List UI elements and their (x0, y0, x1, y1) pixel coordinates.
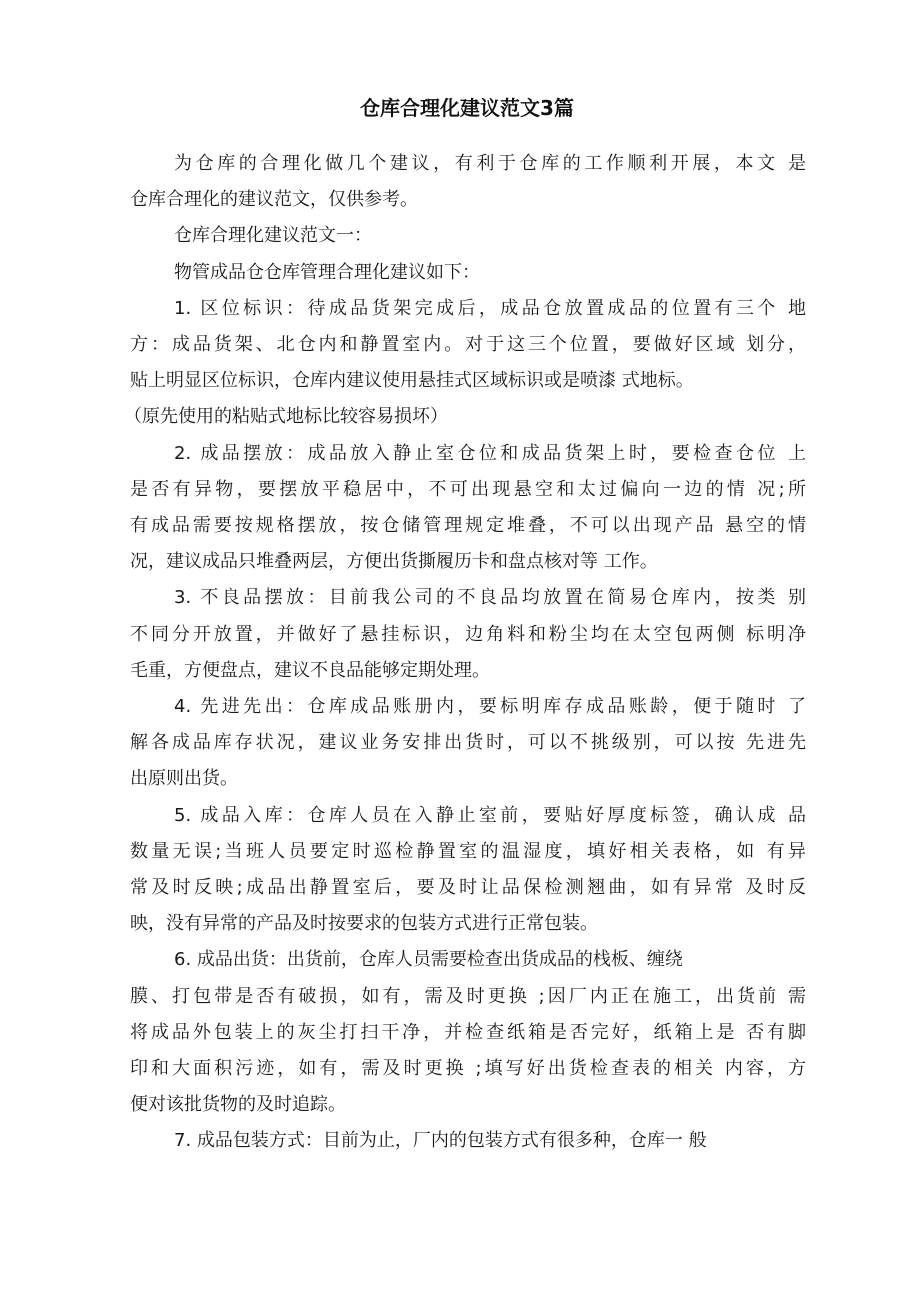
paragraph-item-3 (130, 580, 806, 689)
text-line: 毛重，方便盘点，建议不良品能够定期处理。 (130, 659, 490, 681)
paragraph-intro (130, 146, 806, 218)
text-line: 4. 先进先出：仓库成品账册内，要标明库存成品账龄，便于随时 了 (174, 696, 806, 718)
text-line: 1. 区位标识：待成品货架完成后，成品仓放置成品的位置有三个 地 (174, 297, 806, 319)
text-line: 仓库合理化的建议范文，仅供参考。 (130, 189, 418, 211)
text-line: 出原则出货。 (130, 768, 238, 790)
text-line: 是否有异物，要摆放平稳居中，不可出现悬空和太过偏向一边的情 况;所 (130, 478, 806, 500)
text-line: 仓库合理化建议范文一： (174, 225, 372, 247)
paragraph-item-2 (130, 436, 806, 581)
text-line: 7. 成品包装方式：目前为止，厂内的包装方式有很多种，仓库一 般 (174, 1130, 707, 1152)
text-line: 有成品需要按规格摆放，按仓储管理规定堆叠，不可以出现产品 悬空的情 (130, 515, 806, 537)
text-line: 为仓库的合理化做几个建议，有利于仓库的工作顺利开展，本文 是 (174, 153, 806, 174)
text-line: 印和大面积污迹，如有，需及时更换 ;填写好出货检查表的相关 内容，方 (130, 1058, 806, 1080)
paragraph-item-1 (124, 291, 806, 436)
text-line: 映，没有异常的产品及时按要求的包装方式进行正常包装。 (130, 913, 598, 935)
paragraph-item-5 (130, 798, 806, 943)
paragraph-item-6 (130, 942, 806, 1123)
text-line: 贴上明显区位标识，仓库内建议使用悬挂式区域标识或是喷漆 式地标。 (130, 370, 694, 392)
paragraph-section-heading (130, 218, 806, 254)
text-line: 解各成品库存状况，建议业务安排出货时，可以不挑级别，可以按 先进先 (130, 732, 806, 754)
text-line: 常及时反映;成品出静置室后，要及时让品保检测翘曲，如有异常 及时反 (130, 877, 806, 899)
text-line: 5. 成品入库：仓库人员在入静止室前，要贴好厚度标签，确认成 品 (174, 804, 806, 826)
text-line: 方：成品货架、北仓内和静置室内。对于这三个位置，要做好区域 划分， (130, 334, 806, 356)
text-line: 数量无误;当班人员要定时巡检静置室的温湿度，填好相关表格，如 有异 (130, 840, 806, 862)
document-body (124, 146, 806, 1160)
text-line: 物管成品仓仓库管理合理化建议如下： (174, 261, 480, 283)
document-title: 仓库合理化建议范文3篇 (360, 96, 574, 120)
paragraph-lead (130, 255, 806, 291)
text-line: （原先使用的粘贴式地标比较容易损坏） (124, 406, 448, 428)
text-line: 便对该批货物的及时追踪。 (130, 1094, 346, 1116)
paragraph-item-7 (130, 1123, 806, 1159)
text-line: 将成品外包装上的灰尘打扫干净，并检查纸箱是否完好，纸箱上是 否有脚 (130, 1021, 806, 1043)
text-line: 2. 成品摆放：成品放入静止室仓位和成品货架上时，要检查仓位 上 (174, 442, 806, 464)
text-line: 6. 成品出货：出货前，仓库人员需要检查出货成品的栈板、缠绕 (174, 949, 683, 971)
text-line: 况，建议成品只堆叠两层，方便出货撕履历卡和盘点核对等 工作。 (130, 551, 658, 573)
text-line: 3. 不良品摆放：目前我公司的不良品均放置在简易仓库内，按类 别 (174, 587, 806, 609)
text-line: 不同分开放置，并做好了悬挂标识，边角料和粉尘均在太空包两侧 标明净 (130, 623, 806, 645)
text-line: 膜、打包带是否有破损，如有，需及时更换 ;因厂内正在施工，出货前 需 (130, 985, 806, 1007)
paragraph-item-4 (130, 689, 806, 798)
